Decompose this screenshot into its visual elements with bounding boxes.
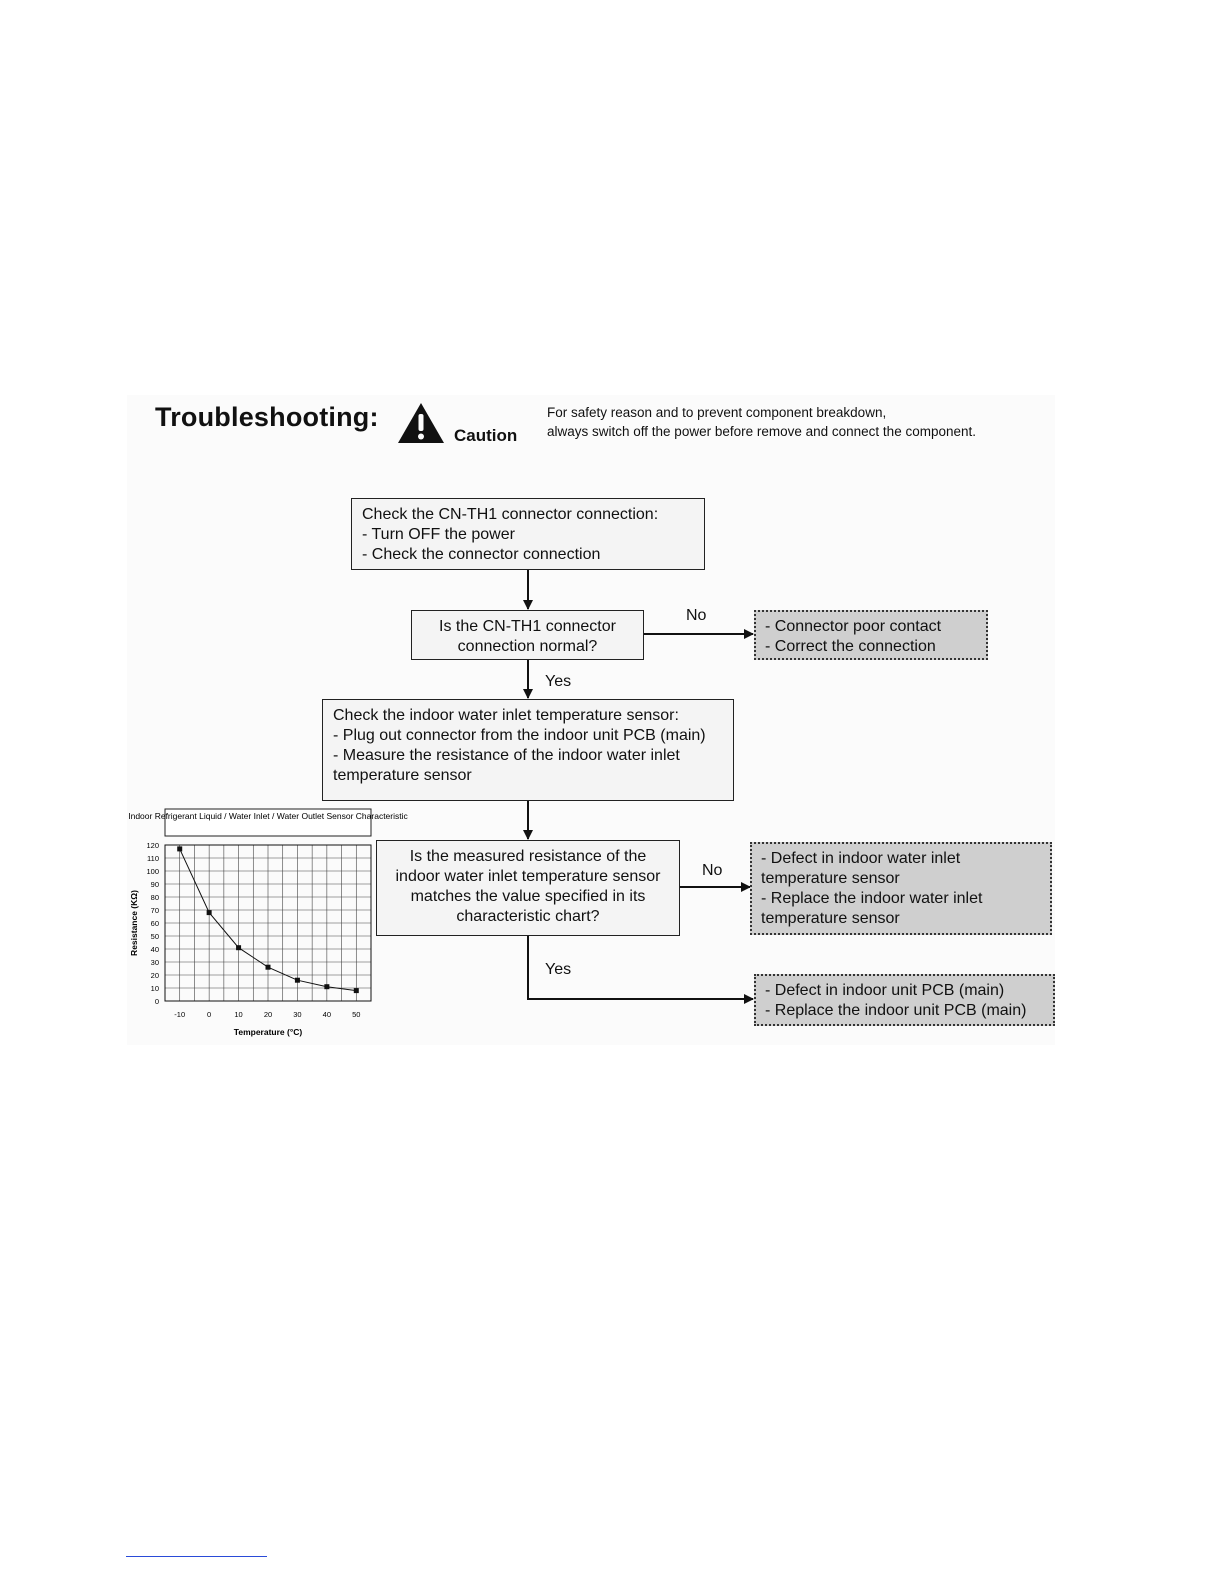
y-tick-label: 60 xyxy=(150,919,159,928)
y-tick-label: 10 xyxy=(150,984,159,993)
chart-x-axis-label: Temperature (°C) xyxy=(233,1027,303,1037)
caution-text: For safety reason and to prevent component breakdown, always switch off the power before remove and connect the component. xyxy=(547,405,976,439)
data-point xyxy=(295,978,300,983)
result-connector-poor-contact: - Connector poor contact - Correct the connection xyxy=(754,610,988,660)
data-point xyxy=(207,910,212,915)
data-point xyxy=(354,988,359,993)
y-tick-label: 50 xyxy=(150,932,159,941)
label-no-2: No xyxy=(702,862,723,879)
decision-connector-normal: Is the CN-TH1 connector connection normal? xyxy=(411,610,644,660)
page-title: Troubleshooting: xyxy=(155,402,379,432)
footer-link-underline xyxy=(126,1556,267,1557)
sensor-characteristic-chart xyxy=(127,805,408,1045)
label-yes-2: Yes xyxy=(545,961,572,978)
result-pcb-defect: - Defect in indoor unit PCB (main) - Replace the indoor unit PCB (main) xyxy=(754,974,1055,1026)
x-tick-label: 20 xyxy=(263,1010,273,1019)
result-sensor-defect: - Defect in indoor water inlet temperature sensor - Replace the indoor water inlet temperature sensor xyxy=(750,842,1052,935)
data-point xyxy=(177,846,182,851)
y-tick-label: 30 xyxy=(150,958,159,967)
y-tick-label: 40 xyxy=(150,945,159,954)
y-tick-label: 0 xyxy=(154,997,159,1006)
label-no-1: No xyxy=(686,607,707,624)
y-tick-label: 120 xyxy=(146,841,159,850)
x-tick-label: 50 xyxy=(352,1010,361,1019)
caution-label: Caution xyxy=(454,426,518,445)
chart-y-axis-label: Resistance (KΩ) xyxy=(129,890,139,956)
x-tick-label: 40 xyxy=(322,1010,332,1019)
y-tick-label: 110 xyxy=(147,854,159,863)
chart-grid xyxy=(165,845,371,1001)
step-check-connector: Check the CN-TH1 connector connection: - Turn OFF the power - Check the connector connection xyxy=(351,498,705,570)
x-tick-label: 0 xyxy=(207,1010,212,1019)
y-tick-label: 70 xyxy=(150,906,159,915)
chart-title: Indoor Refrigerant Liquid / Water Inlet / Water Outlet Sensor Characteristic xyxy=(128,811,408,821)
y-tick-label: 80 xyxy=(150,893,159,902)
x-tick-label: 30 xyxy=(293,1010,302,1019)
data-point xyxy=(324,984,329,989)
step-check-sensor: Check the indoor water inlet temperature sensor: - Plug out connector from the indoor unit PCB (main) - Measure the resistance of the indoor water inlet temperature sensor xyxy=(322,699,734,801)
y-tick-label: 90 xyxy=(150,880,159,889)
label-yes-1: Yes xyxy=(545,673,572,690)
data-point xyxy=(266,965,271,970)
y-tick-label: 100 xyxy=(146,867,159,876)
y-tick-label: 20 xyxy=(150,971,159,980)
data-point xyxy=(236,945,241,950)
x-tick-label: 10 xyxy=(234,1010,243,1019)
decision-resistance-matches: Is the measured resistance of the indoor water inlet temperature sensor matches the value specified in its characteristic chart? xyxy=(376,840,680,936)
x-tick-label: -10 xyxy=(174,1010,186,1019)
